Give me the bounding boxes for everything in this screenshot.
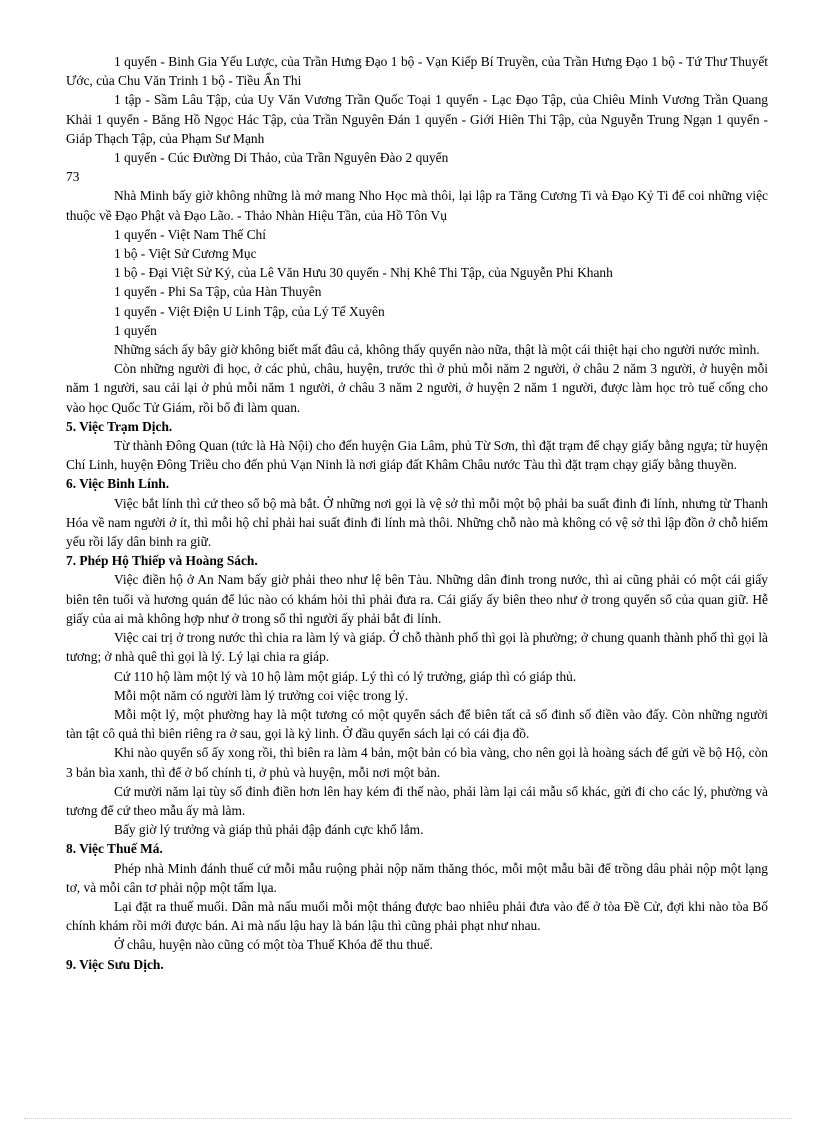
book-list-line: 1 quyển - Phi Sa Tập, của Hàn Thuyên — [114, 284, 322, 300]
paragraph: Mỗi một lý, một phường hay là một tương có một quyển sách để biên tất cả số đinh số điền vào đấy. Còn những người tàn tật cô quả thì biên riêng ra ở sau, gọi là kỷ linh. Ở đầu quyển sách lại có cái địa đồ. — [66, 706, 768, 742]
book-list-line: 1 quyển - Cúc Đường Di Thảo, của Trần Nguyên Đào 2 quyển — [114, 150, 449, 166]
book-list-line: 1 tập - Sầm Lâu Tập, của Uy Văn Vương Trần Quốc Toại 1 quyển - Lạc Đạo Tập, của Chiêu Minh Vương Trần Quang Khải 1 quyển - Băng Hồ Ngọc Hác Tập, của Trần Nguyên Đán 1 quyển - Giới Hiên Thi Tập, của Nguyễn Trung Ngạn 1 quyển - Giáp Thạch Tập, của Phạm Sư Mạnh — [66, 92, 768, 146]
paragraph: Nhà Minh bấy giờ không những là mở mang Nho Học mà thôi, lại lập ra Tăng Cương Ti và Đạo Kỷ Ti để coi những việc thuộc về Đạo Phật và Đạo Lão. - Thảo Nhàn Hiệu Tần, của Hồ Tôn Vụ — [66, 188, 768, 223]
paragraph: Việc điền hộ ở An Nam bấy giờ phải theo như lệ bên Tàu. Những dân đinh trong nước, thì ai cũng phải có một cái giấy biên tên tuổi và hương quán để lúc nào có khám hỏi thì phải đưa ra. Cái giấy ấy biên theo như ở trong quyển sổ của quan giữ. Hễ giấy của ai mà không hợp như ở trong sổ thì người ấy phải bắt đi lính. — [66, 572, 768, 626]
paragraph: Mỗi một năm có người làm lý trưởng coi việc trong lý. — [114, 687, 409, 703]
paragraph: Ở châu, huyện nào cũng có một tòa Thuế Khóa để thu thuế. — [114, 937, 433, 953]
paragraph: Cứ mười năm lại tùy số đinh điền hơn lên hay kém đi thế nào, phải làm lại cái mẫu sổ khác, gửi đi cho các lý, phường và tương để cứ theo mẫu ấy mà làm. — [66, 783, 768, 818]
paragraph: Phép nhà Minh đánh thuế cứ mỗi mẫu ruộng phải nộp năm thăng thóc, mỗi một mẫu bãi để trồng dâu phải nộp một lạng tơ, và mỗi cân tơ phải nộp một tấm lụa. — [66, 860, 768, 895]
section-heading-suu-dich: 9. Việc Sưu Dịch. — [66, 956, 164, 972]
book-list-line: 1 quyển — [114, 322, 157, 338]
paragraph: Lại đặt ra thuế muối. Dân mà nấu muối mỗi một tháng được bao nhiêu phải đưa vào để ở tòa Đề Cử, đợi khi nào tòa Bố chính khám rồi mới được bán. Ai mà nấu lậu hay là bán lậu thì cũng phải phạt như nhau. — [66, 898, 768, 934]
book-list-line: 1 bộ - Việt Sử Cương Mục — [114, 246, 257, 262]
document-body — [66, 52, 768, 974]
page-number-marker: 73 — [66, 169, 80, 185]
paragraph: Những sách ấy bây giờ không biết mất đâu cả, không thấy quyển nào nữa, thật là một cái thiệt hại cho người nước mình. — [114, 342, 760, 358]
page-bottom-divider — [24, 1118, 792, 1119]
book-list-line: 1 quyển - Việt Nam Thế Chí — [114, 226, 266, 242]
paragraph: Cứ 110 hộ làm một lý và 10 hộ làm một giáp. Lý thì có lý trưởng, giáp thì có giáp thủ. — [114, 668, 577, 684]
book-list-line: 1 bộ - Đại Việt Sử Ký, của Lê Văn Hưu 30 quyển - Nhị Khê Thi Tập, của Nguyễn Phi Khanh — [114, 265, 613, 281]
section-heading-tram-dich: 5. Việc Trạm Dịch. — [66, 418, 173, 434]
paragraph: Việc cai trị ở trong nước thì chia ra làm lý và giáp. Ở chỗ thành phố thì gọi là phường; ở chung quanh thành phố thì gọi là tương; ở nhà quê thì gọi là lý. Lý lại chia ra giáp. — [66, 630, 768, 665]
paragraph: Bấy giờ lý trưởng và giáp thủ phải đập đánh cực khổ lắm. — [114, 822, 424, 838]
paragraph: Còn những người đi học, ở các phủ, châu, huyện, trước thì ở phủ mỗi năm 2 người, ở châu 2 năm 3 người, ở huyện mỗi năm 1 người, sau cải lại ở phủ mỗi năm 1 người, ở châu 3 năm 2 người, ở huyện 2 năm 1 người, được làm học trò tuế cống cho vào học Quốc Tử Giám, rồi bổ đi làm quan. — [66, 361, 768, 415]
paragraph: Việc bắt lính thì cứ theo sổ bộ mà bắt. Ở những nơi gọi là vệ sở thì mỗi một bộ phải ba suất đinh đi lính, nhưng từ Thanh Hóa về nam người ở ít, thì mỗi hộ chỉ phải hai suất đinh đi lính mà thôi. Những chỗ nào mà không có vệ sở thì lập đồn ở chỗ hiểm yếu rồi lấy dân binh ra giữ. — [66, 495, 768, 550]
paragraph: Khi nào quyển sổ ấy xong rồi, thì biên ra làm 4 bản, một bản có bìa vàng, cho nên gọi là hoàng sách để gửi về bộ Hộ, còn 3 bản bìa xanh, thì để ở bố chính ti, ở phủ và huyện, mỗi nơi một bản. — [66, 745, 768, 780]
book-list-line: 1 quyển - Việt Điện U Linh Tập, của Lý Tế Xuyên — [114, 303, 385, 319]
section-heading-ho-thiep: 7. Phép Hộ Thiếp và Hoàng Sách. — [66, 553, 258, 569]
paragraph: Từ thành Đông Quan (tức là Hà Nội) cho đến huyện Gia Lâm, phủ Từ Sơn, thì đặt trạm để chạy giấy bằng ngựa; từ huyện Chí Linh, huyện Đông Triều cho đến phủ Vạn Ninh là nơi giáp đất Khâm Châu nước Tàu thì đặt trạm chạy giấy bằng thuyền. — [66, 438, 768, 473]
section-heading-binh-linh: 6. Việc Binh Lính. — [66, 476, 170, 492]
book-list-line: 1 quyển - Binh Gia Yếu Lược, của Trần Hưng Đạo 1 bộ - Vạn Kiếp Bí Truyền, của Trần Hưng Đạo 1 bộ - Tứ Thư Thuyết Ước, của Chu Văn Trinh 1 bộ - Tiều Ẩn Thi — [66, 54, 768, 89]
section-heading-thue-ma: 8. Việc Thuế Má. — [66, 841, 163, 857]
